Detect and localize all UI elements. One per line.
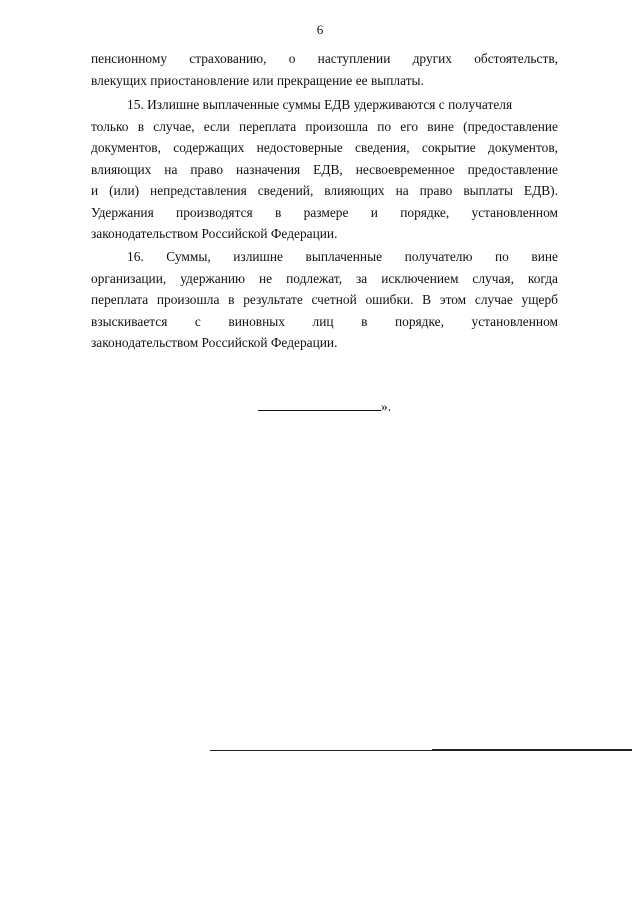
text-line: и (или) непредставления сведений, влияющих на право выплаты ЕДВ). [91, 183, 558, 198]
text-line: переплата произошла в результате счетной ошибки. В этом случае ущерб [91, 292, 558, 307]
text-line: законодательством Российской Федерации. [91, 226, 338, 241]
text-line: взыскивается с виновных лиц в порядке, установленном [91, 313, 558, 329]
text-line: только в случае, если переплата произошла по его вине (предоставление [91, 118, 558, 134]
text-line: документов, содержащих недостоверные сведения, сокрытие документов, [91, 140, 558, 155]
closing-quote: ». [381, 399, 392, 414]
text-line: законодательством Российской Федерации. [91, 335, 338, 350]
text-line: пенсионному страхованию, о наступлении других обстоятельств, [91, 51, 558, 66]
text-line: организации, удержанию не подлежат, за исключением случая, когда [91, 270, 558, 286]
paragraph-15 [91, 94, 558, 245]
text-line: 15. Излишне выплаченные суммы ЕДВ удерживаются с получателя [127, 97, 513, 112]
text-line: влекущих приостановление или прекращение ее выплаты. [91, 72, 424, 88]
page-number: 6 [316, 22, 324, 37]
text-line: 16. Суммы, излишне выплаченные получателю по вине [127, 249, 558, 264]
closing-mark [258, 398, 391, 416]
signature-underline [258, 398, 381, 411]
footer-divider [210, 750, 632, 751]
text-line: влияющих на право назначения ЕДВ, несвоевременное предоставление [91, 161, 558, 177]
text-line: Удержания производятся в размере и порядке, установленном [91, 204, 558, 220]
paragraph-continuation [91, 48, 558, 91]
paragraph-16 [91, 246, 558, 354]
